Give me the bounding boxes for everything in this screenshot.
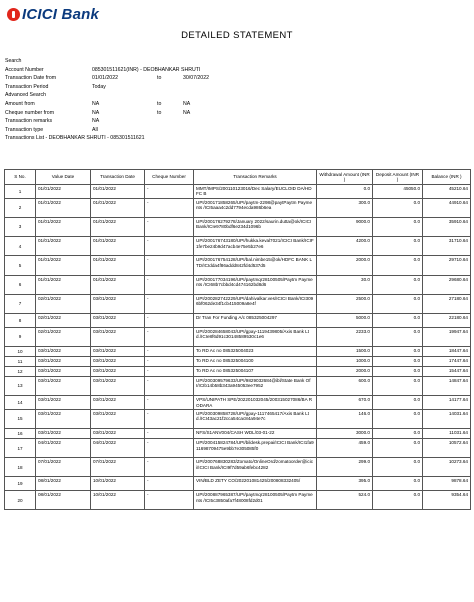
cell-remarks: UPI/200887965387/UPI/paytmqr28100505/Paytm Payments /ICI5c3850afa7f48008fd2d01 (194, 491, 317, 510)
date-to-value: 30/07/2022 (183, 75, 209, 82)
cell-remarks: UPI/200171858265/UPI/paytm-2298@paytPaytm Payments /ICI5aaa4c2dd7794ecda986b6ea (194, 198, 317, 217)
cell-balance: 14177.64 (423, 396, 471, 410)
cell-remarks: NFS/S1ANV004/CASH WDL/03-01-22 (194, 429, 317, 439)
amount-to-value: NA (183, 100, 191, 107)
cell-transaction-date: 10/01/2022 (91, 491, 145, 510)
cell-withdrawal: 600.0 (317, 376, 373, 395)
cell-withdrawal: 2000.0 (317, 256, 373, 275)
cell-transaction-date: 03/01/2022 (91, 376, 145, 395)
cell-transaction-date: 10/01/2022 (91, 477, 145, 491)
bank-logo-icon (7, 8, 20, 21)
cell-value-date: 01/01/2022 (36, 185, 91, 199)
cell-balance: 19947.64 (423, 327, 471, 346)
cell-sno: 14 (5, 396, 36, 410)
amount-label: Amount from (5, 100, 35, 107)
bank-logo (7, 6, 99, 23)
cell-deposit: 0.0 (373, 275, 423, 294)
table-row (5, 346, 471, 356)
cell-transaction-date: 04/01/2022 (91, 439, 145, 458)
amount-to-label: to (157, 100, 162, 107)
table-row (5, 396, 471, 410)
cell-withdrawal: 670.0 (317, 396, 373, 410)
cell-cheque-number: - (145, 346, 194, 356)
cell-sno: 15 (5, 409, 36, 428)
cell-deposit: 0.0 (373, 198, 423, 217)
table-row (5, 376, 471, 395)
cell-transaction-date: 01/01/2022 (91, 198, 145, 217)
cell-cheque-number: - (145, 275, 194, 294)
cell-transaction-date: 03/01/2022 (91, 294, 145, 313)
cell-remarks: UPI/200768830283/Zomato/OnlineOrd/zomatoorder@icici/ICICI Bank/ICI9f7d59ab6febc4282 (194, 458, 317, 477)
cell-balance: 31710.64 (423, 237, 471, 256)
cell-cheque-number: - (145, 198, 194, 217)
cell-deposit: 0.0 (373, 294, 423, 313)
cell-transaction-date: 01/01/2022 (91, 237, 145, 256)
cell-balance: 45210.64 (423, 185, 471, 199)
cell-value-date: 03/01/2022 (36, 346, 91, 356)
col-header-balance: Balance (INR ) (423, 170, 471, 185)
cell-sno: 17 (5, 439, 36, 458)
cell-deposit: 0.0 (373, 376, 423, 395)
cell-transaction-date: 03/01/2022 (91, 429, 145, 439)
cell-withdrawal: 9000.0 (317, 218, 373, 237)
cell-balance: 44910.64 (423, 198, 471, 217)
cheque-to-value: NA (183, 109, 191, 116)
cell-value-date: 02/01/2022 (36, 327, 91, 346)
cell-deposit: 0.0 (373, 366, 423, 376)
cell-deposit: 0.0 (373, 409, 423, 428)
cell-balance: 14031.64 (423, 409, 471, 428)
cell-value-date: 03/01/2022 (36, 376, 91, 395)
cell-value-date: 02/01/2022 (36, 294, 91, 313)
cell-deposit: 0.0 (373, 313, 423, 327)
cell-cheque-number: - (145, 327, 194, 346)
cell-cheque-number: - (145, 256, 194, 275)
cell-sno: 9 (5, 327, 36, 346)
cell-deposit: 0.0 (373, 237, 423, 256)
cell-cheque-number: - (145, 458, 194, 477)
cell-cheque-number: - (145, 185, 194, 199)
cell-cheque-number: - (145, 356, 194, 366)
cell-withdrawal: 524.0 (317, 491, 373, 510)
cell-transaction-date: 01/01/2022 (91, 218, 145, 237)
cell-value-date: 01/01/2022 (36, 198, 91, 217)
cell-transaction-date: 03/01/2022 (91, 327, 145, 346)
cell-value-date: 03/01/2022 (36, 409, 91, 428)
cell-transaction-date: 01/01/2022 (91, 256, 145, 275)
cell-balance: 35910.64 (423, 218, 471, 237)
cell-transaction-date: 03/01/2022 (91, 356, 145, 366)
cell-deposit: 0.0 (373, 218, 423, 237)
cell-deposit: 0.0 (373, 429, 423, 439)
cell-value-date: 01/01/2022 (36, 237, 91, 256)
table-row (5, 275, 471, 294)
cell-value-date: 01/01/2022 (36, 218, 91, 237)
cell-transaction-date: 03/01/2022 (91, 409, 145, 428)
cheque-to-label: to (157, 109, 162, 116)
cell-transaction-date: 01/01/2022 (91, 185, 145, 199)
cell-value-date: 01/01/2022 (36, 256, 91, 275)
type-value: All (92, 126, 98, 133)
cell-sno: 6 (5, 275, 36, 294)
cell-sno: 8 (5, 313, 36, 327)
cell-remarks: UPI/200415824784/UPI/bildesk.prepai/ICICI Bank/ICI1fa911698709475e9bb7e305085f0 (194, 439, 317, 458)
cell-sno: 3 (5, 218, 36, 237)
bank-name: ICICI Bank (22, 6, 100, 23)
cell-cheque-number: - (145, 294, 194, 313)
period-label: Transaction Period (5, 83, 49, 90)
cell-sno: 2 (5, 198, 36, 217)
cell-cheque-number: - (145, 366, 194, 376)
cell-withdrawal: 395.0 (317, 477, 373, 491)
cell-balance: 29710.64 (423, 256, 471, 275)
table-row (5, 429, 471, 439)
cell-transaction-date: 03/01/2022 (91, 366, 145, 376)
cell-remarks: To RD Ac no 085325004023 (194, 346, 317, 356)
cell-sno: 16 (5, 429, 36, 439)
cell-sno: 18 (5, 458, 36, 477)
cell-remarks: VIN/BLD ZETY CO/202201081425/200808332405/ (194, 477, 317, 491)
cell-cheque-number: - (145, 409, 194, 428)
cell-value-date: 08/01/2022 (36, 477, 91, 491)
cell-transaction-date: 01/01/2022 (91, 275, 145, 294)
cell-sno: 11 (5, 356, 36, 366)
cell-withdrawal: 0.0 (317, 185, 373, 199)
table-row (5, 327, 471, 346)
table-row (5, 366, 471, 376)
table-row (5, 185, 471, 199)
cell-sno: 20 (5, 491, 36, 510)
cell-withdrawal: 300.0 (317, 198, 373, 217)
cell-transaction-date: 03/01/2022 (91, 396, 145, 410)
cell-withdrawal: 3000.0 (317, 429, 373, 439)
cell-deposit: 0.0 (373, 439, 423, 458)
cell-balance: 10273.64 (423, 458, 471, 477)
col-header-sno: S No. (5, 170, 36, 185)
table-row (5, 237, 471, 256)
date-to-label: to (157, 75, 162, 82)
cell-value-date: 03/01/2022 (36, 429, 91, 439)
cell-deposit: 0.0 (373, 256, 423, 275)
cell-cheque-number: - (145, 396, 194, 410)
col-header-cheque-number: Cheque Number (145, 170, 194, 185)
cell-deposit: 0.0 (373, 477, 423, 491)
cell-value-date: 03/01/2022 (36, 396, 91, 410)
cell-balance: 22180.64 (423, 313, 471, 327)
table-row (5, 256, 471, 275)
cell-balance: 27180.64 (423, 294, 471, 313)
cell-sno: 1 (5, 185, 36, 199)
transactions-table (4, 169, 471, 510)
cell-withdrawal: 299.0 (317, 458, 373, 477)
cell-sno: 12 (5, 366, 36, 376)
cell-sno: 5 (5, 256, 36, 275)
cell-remarks: To RD Ac no 085325004100 (194, 356, 317, 366)
cell-remarks: UPI/200177034196/UPI/paytmqr28100505/Paytm Payments /ICI68b7cbbd4cd474162bd8d6 (194, 275, 317, 294)
cell-cheque-number: - (145, 313, 194, 327)
cell-remarks: UPI/200309858728/UPI/gpay-1117465417/Axis Bank Ltd./ICI43ac21f2cca54cac84a94e7c (194, 409, 317, 428)
col-header-transaction-date: Transaction Date (91, 170, 145, 185)
table-row (5, 491, 471, 510)
table-row (5, 294, 471, 313)
amount-from-value: NA (92, 100, 100, 107)
cell-balance: 15447.64 (423, 366, 471, 376)
cell-remarks: UPI/200176754128/UPI/bal.nimbe15@ok/HDFC BANK LTD/ICIdda4f86addd842fd4d537d5 (194, 256, 317, 275)
cell-sno: 4 (5, 237, 36, 256)
cell-sno: 7 (5, 294, 36, 313)
cell-withdrawal: 1000.0 (317, 356, 373, 366)
cheque-from-value: NA (92, 109, 100, 116)
cell-balance: 18447.64 (423, 346, 471, 356)
cell-value-date: 03/01/2022 (36, 366, 91, 376)
col-header-deposit: Deposit Amount (INR ) (373, 170, 423, 185)
cell-withdrawal: 4200.0 (317, 237, 373, 256)
table-row (5, 198, 471, 217)
table-header-row (5, 170, 471, 185)
cell-withdrawal: 5000.0 (317, 313, 373, 327)
cheque-label: Cheque number from (5, 109, 55, 116)
cell-cheque-number: - (145, 218, 194, 237)
account-label: Account Number (5, 66, 44, 73)
cell-deposit: 0.0 (373, 346, 423, 356)
cell-balance: 10572.64 (423, 439, 471, 458)
cell-deposit: 0.0 (373, 396, 423, 410)
cell-cheque-number: - (145, 429, 194, 439)
cell-withdrawal: 2500.0 (317, 294, 373, 313)
cell-deposit: 45050.0 (373, 185, 423, 199)
cell-sno: 19 (5, 477, 36, 491)
cell-withdrawal: 459.0 (317, 439, 373, 458)
cell-withdrawal: 2233.0 (317, 327, 373, 346)
table-row (5, 356, 471, 366)
cell-remarks: UPI/200176743180/UPI/hukka.keval7021/ICICI Bank/ICIF1fe7be24b9d47acb4e75e5b27e6 (194, 237, 317, 256)
remarks-label: Transaction remarks (5, 118, 53, 125)
cell-withdrawal: 146.0 (317, 409, 373, 428)
type-label: Transaction type (5, 126, 44, 133)
cell-withdrawal: 30.0 (317, 275, 373, 294)
cell-remarks: Dr Tran For Funding A/c 085325004297 (194, 313, 317, 327)
cell-remarks: UPI/200309579633/UPI/9829032684@ibl/State Bank Of I/ICIb14b58b343a945053ee7952 (194, 376, 317, 395)
transactions-list-label: Transactions List - DEOBHANKAR SHRUTI - 085301511621 (5, 135, 145, 142)
cell-cheque-number: - (145, 439, 194, 458)
cell-value-date: 04/01/2022 (36, 439, 91, 458)
cell-value-date: 02/01/2022 (36, 313, 91, 327)
cell-remarks: VPS/UNIPATH SPE/202201032045/200315027086/BA RODARA (194, 396, 317, 410)
cell-sno: 13 (5, 376, 36, 395)
cell-transaction-date: 07/01/2022 (91, 458, 145, 477)
cell-balance: 11031.64 (423, 429, 471, 439)
table-row (5, 439, 471, 458)
col-header-value-date: Value Date (36, 170, 91, 185)
cell-balance: 29680.64 (423, 275, 471, 294)
remarks-value: NA (92, 118, 100, 125)
cell-remarks: To RD Ac no 085325004107 (194, 366, 317, 376)
col-header-remarks: Transaction Remarks (194, 170, 317, 185)
cell-value-date: 08/01/2022 (36, 491, 91, 510)
search-label: Search (5, 58, 22, 64)
account-value: 085301511621(INR) - DEOBHANKAR SHRUTI (92, 66, 201, 73)
table-row (5, 218, 471, 237)
cell-value-date: 07/01/2022 (36, 458, 91, 477)
col-header-withdrawal: Withdrawal Amount (INR ) (317, 170, 373, 185)
cell-cheque-number: - (145, 491, 194, 510)
cell-sno: 10 (5, 346, 36, 356)
period-value: Today (92, 83, 106, 90)
cell-deposit: 0.0 (373, 491, 423, 510)
cell-deposit: 0.0 (373, 458, 423, 477)
cell-balance: 9878.64 (423, 477, 471, 491)
cell-withdrawal: 1500.0 (317, 346, 373, 356)
date-from-label: Transaction Date from (5, 75, 57, 82)
cell-balance: 9354.64 (423, 491, 471, 510)
date-from-value: 01/01/2022 (92, 75, 118, 82)
cell-balance: 14847.64 (423, 376, 471, 395)
cell-withdrawal: 2000.0 (317, 366, 373, 376)
cell-balance: 17447.64 (423, 356, 471, 366)
cell-cheque-number: - (145, 237, 194, 256)
cell-transaction-date: 03/01/2022 (91, 346, 145, 356)
cell-remarks: MMT/IMPS/200110123016/Dec Salary/EUCLOID DA/HDFC B (194, 185, 317, 199)
cell-transaction-date: 03/01/2022 (91, 313, 145, 327)
advanced-search-label: Advanced Search (5, 92, 46, 99)
cell-value-date: 01/01/2022 (36, 275, 91, 294)
cell-cheque-number: - (145, 477, 194, 491)
cell-deposit: 0.0 (373, 327, 423, 346)
cell-remarks: UPI/200176279278/January 2022/saurin.dutta@ok/ICICI Bank/ICIe9780bdf6e234d1096b (194, 218, 317, 237)
page-title: DETAILED STATEMENT (181, 30, 293, 41)
cell-deposit: 0.0 (373, 356, 423, 366)
cell-cheque-number: - (145, 376, 194, 395)
table-row (5, 458, 471, 477)
cell-value-date: 03/01/2022 (36, 356, 91, 366)
cell-remarks: UPI/200282742229/UPI/dahivalkar.ves/ICICI Bank/ICI3096bf062de34f1cb415009a8e4f (194, 294, 317, 313)
table-row (5, 409, 471, 428)
table-row (5, 477, 471, 491)
cell-remarks: UPI/200284658043/UPI/gpay-1119439805/Axis Bank Ltd./ICIe8f6d91c30148589530c1e6 (194, 327, 317, 346)
table-row (5, 313, 471, 327)
